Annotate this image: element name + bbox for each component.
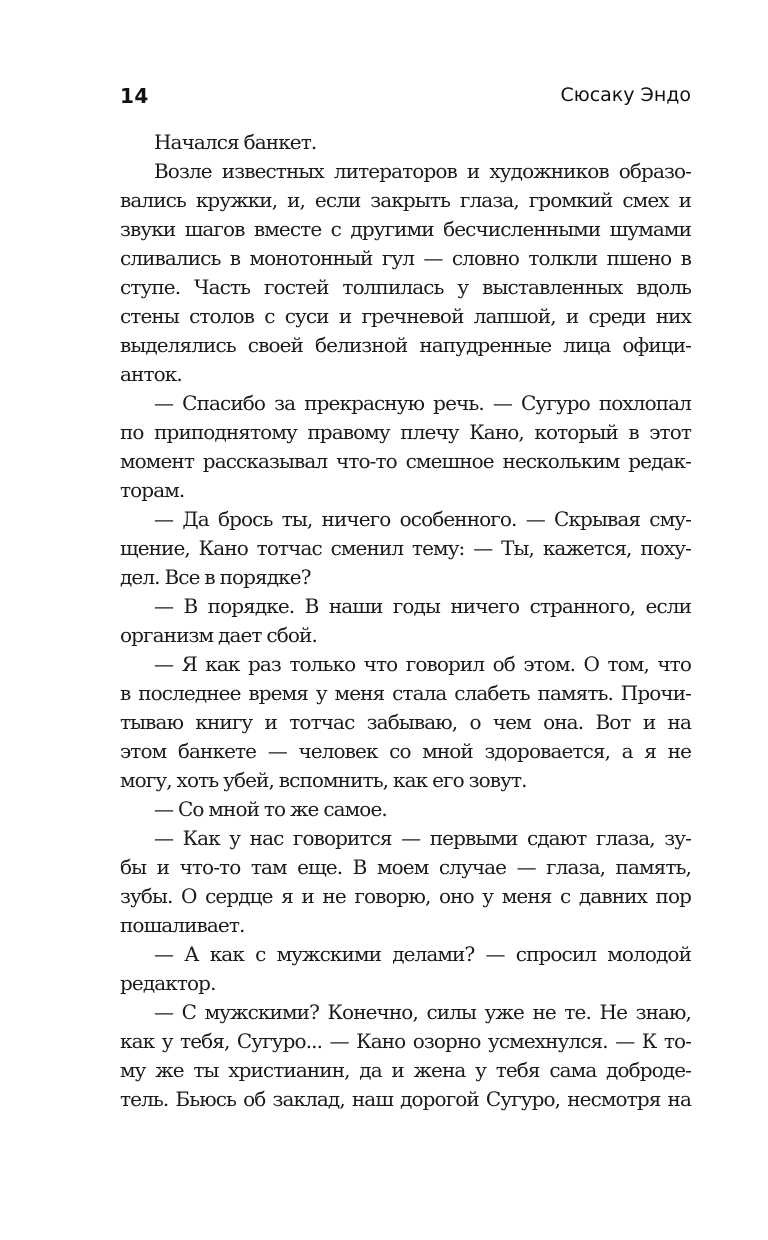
- text-line: — Я как раз только что говорил об этом. О том, что: [154, 652, 691, 676]
- text-line: редактор.: [120, 971, 216, 995]
- text-line: — Да брось ты, ничего особенного. — Скрывая сму-: [154, 507, 691, 531]
- paragraph: [120, 157, 691, 389]
- paragraph: [120, 795, 691, 824]
- text-line: — В порядке. В наши годы ничего странного, если: [154, 594, 691, 618]
- paragraph: [120, 940, 691, 998]
- body-text: [120, 128, 691, 1114]
- text-line: — Как у нас говорится — первыми сдают глаза, зу-: [154, 826, 691, 850]
- text-line: как у тебя, Сугуро... — Кано озорно усмехнулся. — К то-: [120, 1029, 691, 1053]
- paragraph: [120, 650, 691, 795]
- text-line: зубы. О сердце я и не говорю, оно у меня с давних пор: [120, 884, 691, 908]
- text-line: анток.: [120, 362, 182, 386]
- text-line: могу, хоть убей, вспомнить, как его зовут.: [120, 768, 527, 792]
- text-line: тель. Бьюсь об заклад, наш дорогой Сугуро, несмотря на: [120, 1087, 691, 1111]
- text-line: — С мужскими? Конечно, силы уже не те. Не знаю,: [154, 1000, 691, 1024]
- paragraph: [120, 592, 691, 650]
- paragraph: [120, 128, 691, 157]
- text-line: тываю книгу и тотчас забываю, о чем она. Вот и на: [120, 710, 691, 734]
- text-line: организм дает сбой.: [120, 623, 317, 647]
- text-line: — Спасибо за прекрасную речь. — Сугуро похлопал: [154, 391, 691, 415]
- text-line: звуки шагов вместе с другими бесчисленными шумами: [120, 217, 691, 241]
- text-line: пошаливает.: [120, 913, 245, 937]
- paragraph: [120, 824, 691, 940]
- page-header: [120, 84, 691, 114]
- text-line: этом банкете — человек со мной здоровается, а я не: [120, 739, 691, 763]
- text-line: момент рассказывал что-то смешное нескольким редак-: [120, 449, 691, 473]
- text-line: выделялись своей белизной напудренные лица офици-: [120, 333, 691, 357]
- text-line: стены столов с суси и гречневой лапшой, и среди них: [120, 304, 691, 328]
- paragraph: [120, 998, 691, 1114]
- text-line: бы и что-то там еще. В моем случае — глаза, память,: [120, 855, 691, 879]
- text-line: в последнее время у меня стала слабеть память. Прочи-: [120, 681, 691, 705]
- text-line: Возле известных литераторов и художников образо-: [154, 159, 691, 183]
- text-line: дел. Все в порядке?: [120, 565, 311, 589]
- text-line: торам.: [120, 478, 185, 502]
- paragraph: [120, 389, 691, 505]
- paragraph: [120, 505, 691, 592]
- text-line: вались кружки, и, если закрыть глаза, громкий смех и: [120, 188, 691, 212]
- running-head-author: Сюсаку Эндо: [560, 84, 691, 106]
- text-line: Начался банкет.: [154, 130, 317, 154]
- text-line: ступе. Часть гостей толпилась у выставленных вдоль: [120, 275, 691, 299]
- text-line: му же ты христианин, да и жена у тебя сама доброде-: [120, 1058, 691, 1082]
- text-line: по приподнятому правому плечу Кано, который в этот: [120, 420, 691, 444]
- text-line: — Со мной то же самое.: [154, 797, 387, 821]
- text-line: — А как с мужскими делами? — спросил молодой: [154, 942, 691, 966]
- text-line: сливались в монотонный гул — словно толкли пшено в: [120, 246, 691, 270]
- text-line: щение, Кано тотчас сменил тему: — Ты, кажется, поху-: [120, 536, 691, 560]
- page-number: 14: [120, 84, 149, 108]
